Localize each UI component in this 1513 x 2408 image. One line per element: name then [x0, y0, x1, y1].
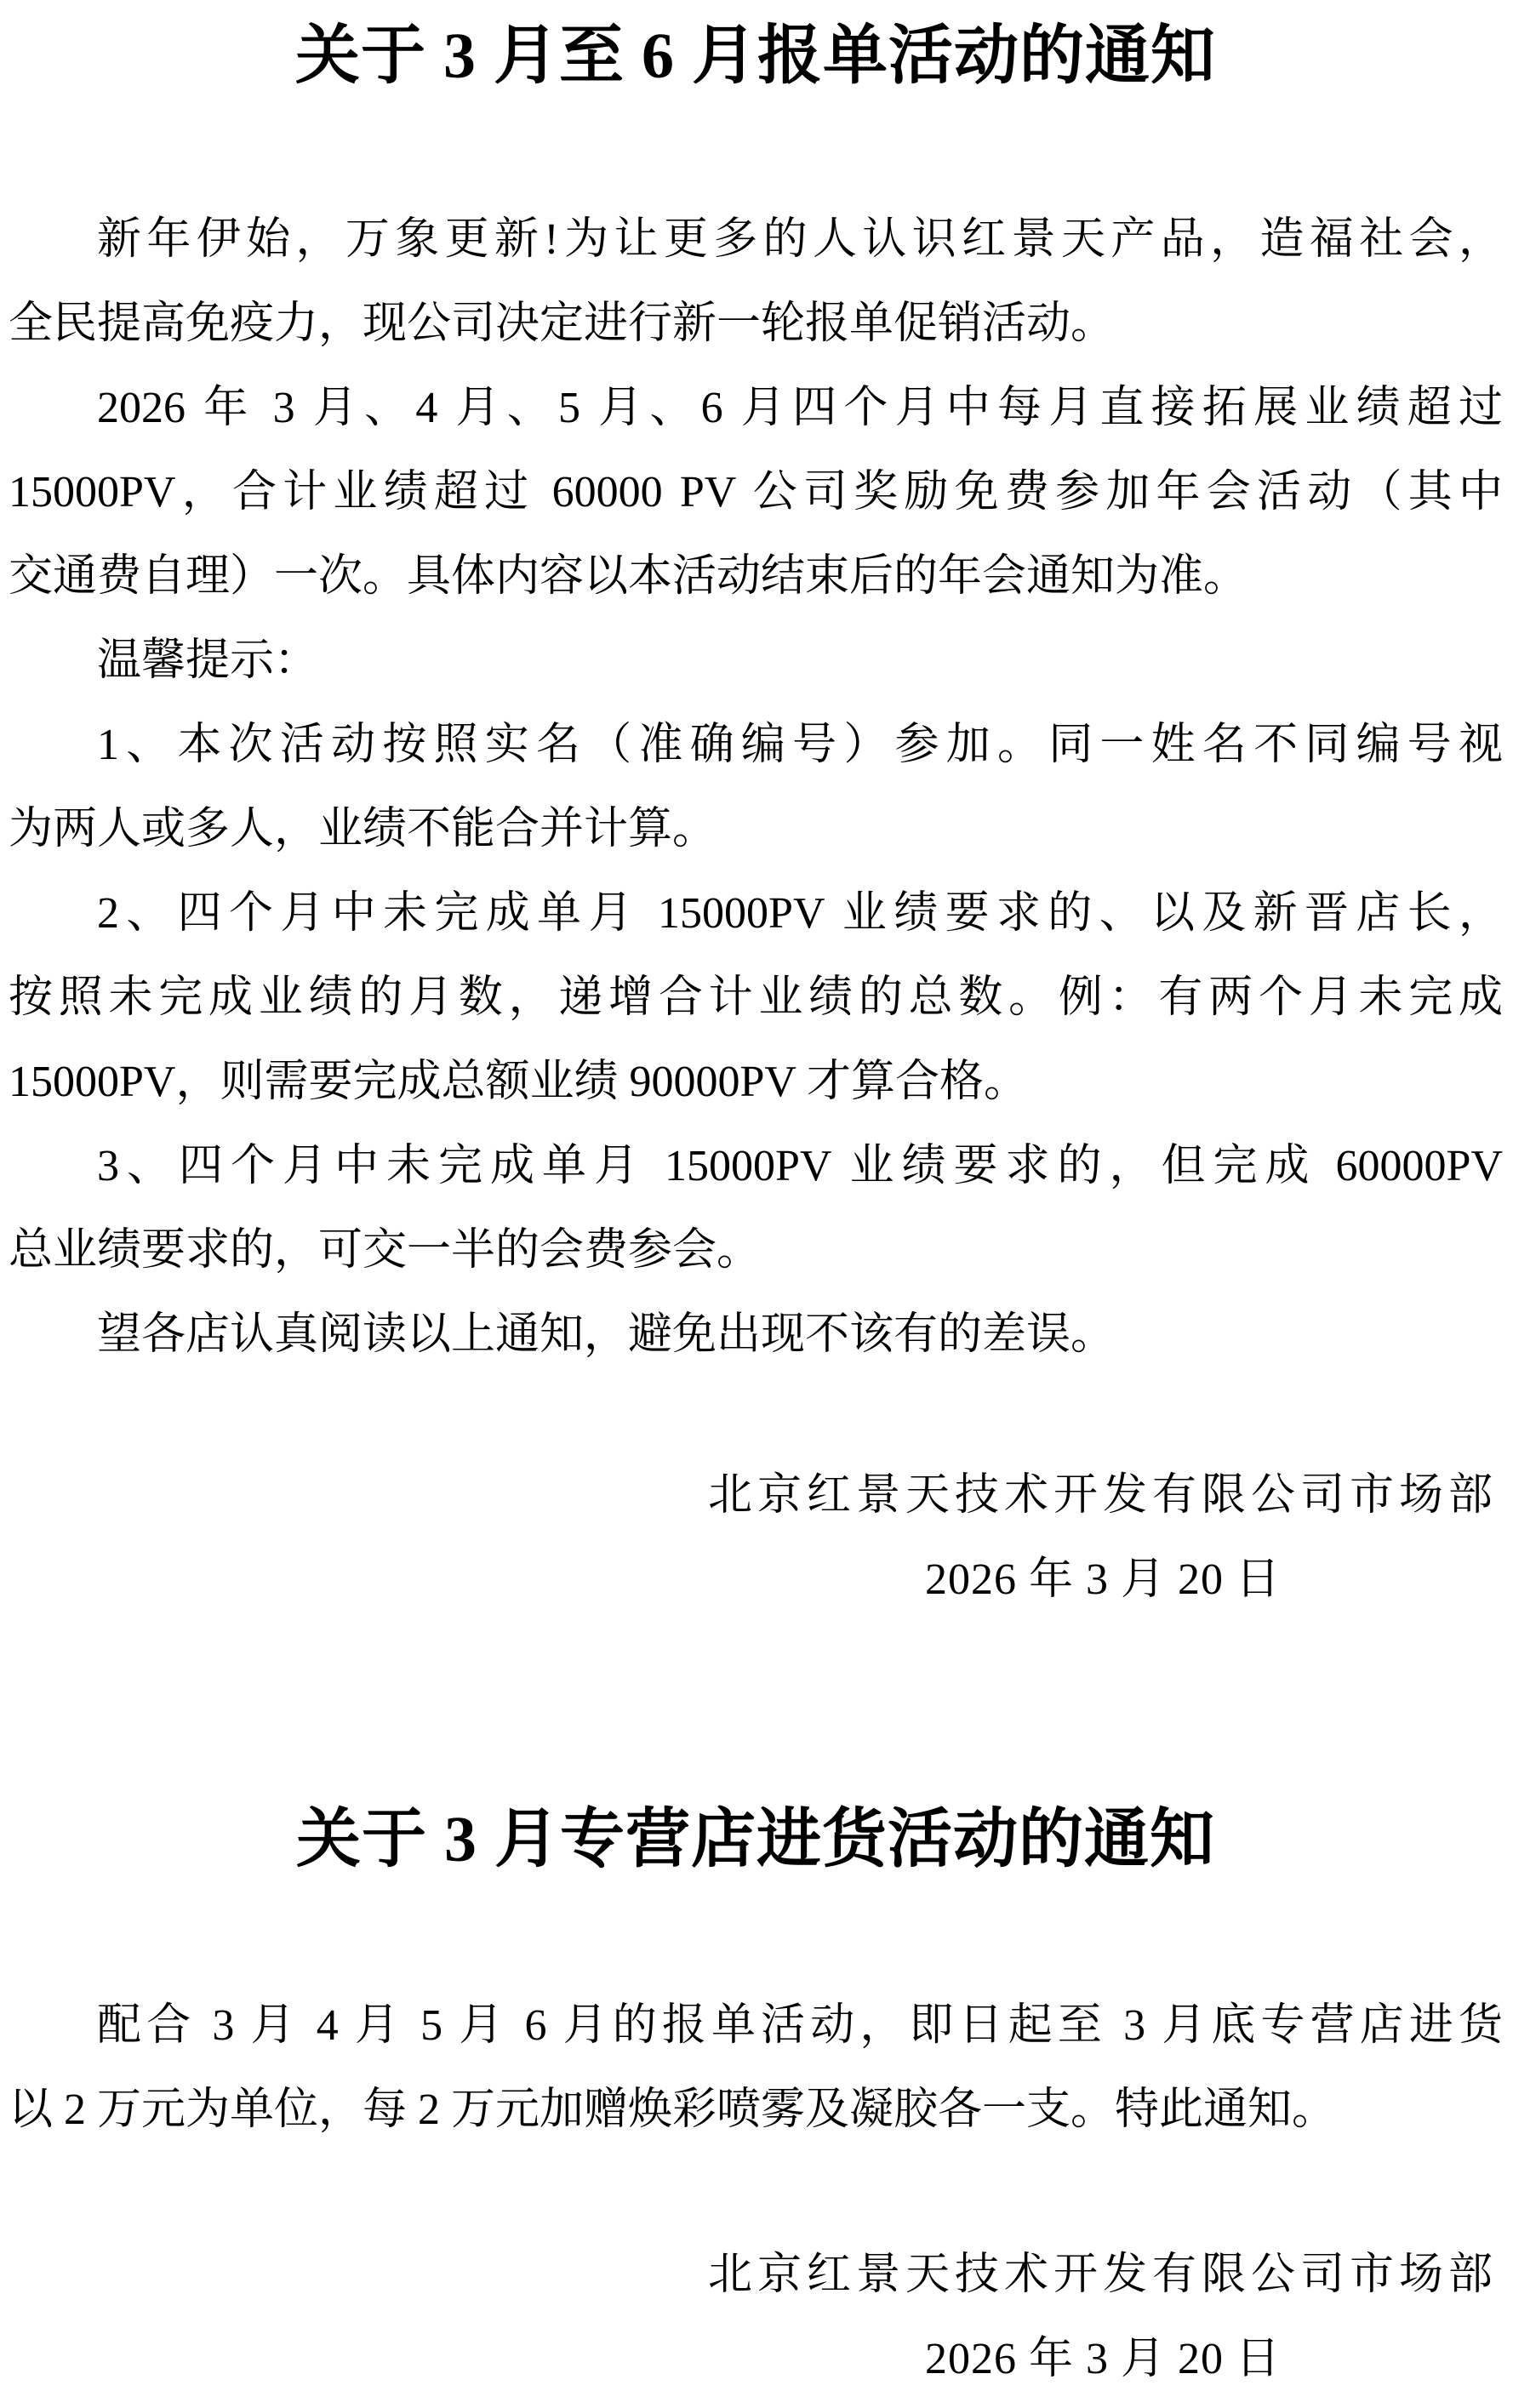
text-line: 配合 3 月 4 月 5 月 6 月的报单活动，即日起至 3 月底专营店进货 — [97, 2001, 1503, 2050]
text-line: 15000PV，则需要完成总额业绩 90000PV 才算合格。 — [9, 1058, 1029, 1106]
notice2-date: 2026 年 3 月 20 日 — [924, 2335, 1281, 2383]
notice-document — [0, 20, 1513, 2401]
notice1-signature-block — [708, 1453, 1498, 1622]
notice1-date: 2026 年 3 月 20 日 — [924, 1555, 1281, 1604]
text-line: 3、四个月中未完成单月 15000PV 业绩要求的，但完成 60000PV — [97, 1142, 1503, 1190]
text-line: 15000PV，合计业绩超过 60000 PV 公司奖励免费参加年会活动（其中 — [9, 468, 1503, 516]
text-line: 交通费自理）一次。具体内容以本活动结束后的年会通知为准。 — [9, 552, 1248, 601]
text-line: 为两人或多人，业绩不能合并计算。 — [9, 805, 717, 853]
text-line: 新年伊始，万象更新!为让更多的人认识红景天产品，造福社会， — [97, 215, 1503, 264]
notice2-signature-block — [708, 2233, 1498, 2401]
text-line: 以 2 万元为单位，每 2 万元加赠焕彩喷雾及凝胶各一支。特此通知。 — [9, 2086, 1337, 2134]
text-line: 总业绩要求的，可交一半的会费参会。 — [9, 1226, 762, 1275]
notice1-body — [9, 197, 1503, 1377]
text-line: 2026 年 3 月、4 月、5 月、6 月四个月中每月直接拓展业绩超过 — [97, 384, 1503, 432]
notice1-title: 关于 3 月至 6 月报单活动的通知 — [295, 20, 1216, 92]
text-line: 望各店认真阅读以上通知，避免出现不该有的差误。 — [97, 1310, 1116, 1359]
text-line: 温馨提示： — [97, 636, 319, 685]
notice1-signature: 北京红景天技术开发有限公司市场部 — [707, 1471, 1498, 1520]
text-line: 全民提高免疫力，现公司决定进行新一轮报单促销活动。 — [9, 300, 1116, 348]
text-line: 按照未完成业绩的月数，递增合计业绩的总数。例：有两个月未完成 — [9, 973, 1503, 1022]
text-line: 2、四个月中未完成单月 15000PV 业绩要求的、以及新晋店长， — [97, 889, 1503, 938]
text-line: 1、本次活动按照实名（准确编号）参加。同一姓名不同编号视 — [97, 721, 1503, 769]
notice2-signature: 北京红景天技术开发有限公司市场部 — [707, 2251, 1498, 2299]
notice2-title: 关于 3 月专营店进货活动的通知 — [296, 1804, 1215, 1875]
notice2-body — [9, 1983, 1503, 2152]
document-page — [0, 20, 1513, 2408]
